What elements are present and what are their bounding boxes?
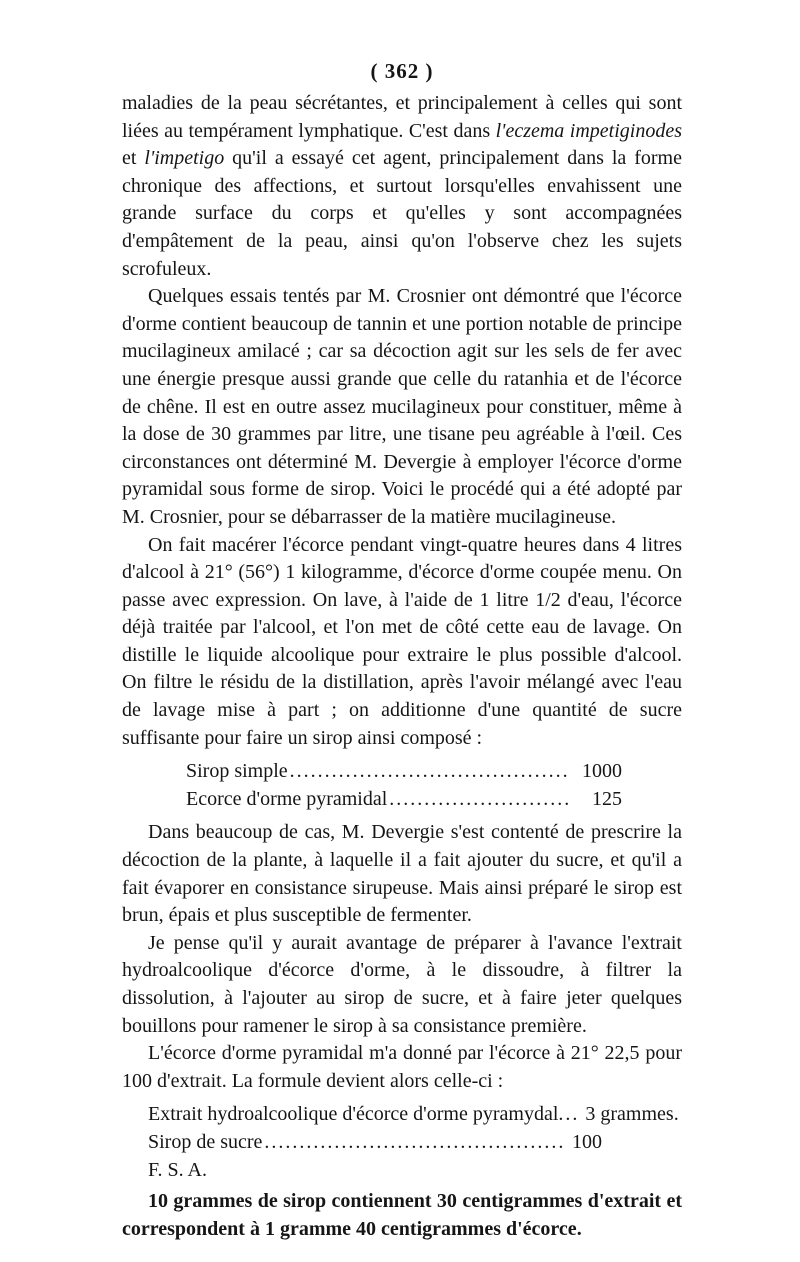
- para1-term-impetigo: l'impetigo: [144, 147, 225, 170]
- formula-quantity: 1000: [582, 760, 622, 783]
- paragraph-devergie: Dans beaucoup de cas, M. Devergie s'est contenté de prescrire la décoction de la plante, à laquelle il a fait ajouter du sucre, et qu'il a fait évaporer en consistance sirupeuse. Mais ainsi préparé le sirop est brun, épais et plus susceptible de fermenter.: [122, 821, 682, 927]
- formula-row: [186, 786, 622, 814]
- paragraph-continued: [122, 90, 682, 283]
- para1-term-eczema: l'eczema impetiginodes: [495, 119, 682, 142]
- para1-text-c: qu'il a essayé cet agent, principalement dans la forme chronique des affections, et surtout lorsqu'elles envahissent une grande surface du corps et qu'elles y sont accompagnées d'empâtement de la peau, ainsi qu'on l'observe chez les sujets scrofuleux.: [122, 147, 682, 280]
- formula-quantity: 125: [592, 787, 622, 810]
- paragraph-extract-advice: Je pense qu'il y aurait avantage de préparer à l'avance l'extrait hydroalcoolique d'écorce d'orme, à le dissoudre, à filtrer la dissolution, à l'ajouter au sirop de sucre, et à faire jeter quelques bouillons pour ramener le sirop à sa consistance première.: [122, 931, 682, 1037]
- dot-leader: [290, 758, 568, 786]
- formula-quantity: 100: [572, 1130, 602, 1153]
- formula-ingredient: Extrait hydroalcoolique d'écorce d'orme pyramydal.: [148, 1103, 564, 1126]
- dot-leader: [264, 1129, 566, 1157]
- paragraph-dosage: 10 grammes de sirop contiennent 30 centigrammes d'extrait et correspondent à 1 gramme 40 centigrammes d'écorce.: [122, 1190, 682, 1240]
- formula-ingredient: Sirop de sucre: [148, 1130, 263, 1153]
- para1-text-b: et: [122, 147, 145, 170]
- dot-leader: [565, 1101, 579, 1129]
- dot-leader: [389, 786, 568, 814]
- extract-formula: [148, 1101, 682, 1184]
- page-number: ( 362 ): [370, 59, 434, 83]
- formula-ingredient: Ecorce d'orme pyramidal: [186, 787, 388, 810]
- para1-text-a: maladies de la peau sécrétantes, et principalement à celles qui sont liées au tempérament lymphatique. C'est dans: [122, 92, 682, 142]
- formula-quantity: 3 grammes.: [585, 1103, 679, 1126]
- formula-ingredient: Sirop simple: [186, 760, 288, 783]
- syrup-formula: [186, 758, 622, 813]
- formula-row: [186, 758, 622, 786]
- paragraph-crosnier-essays: Quelques essais tentés par M. Crosnier ont démontré que l'écorce d'orme contient beaucoup de tannin et une portion notable de principe mucilagineux amilacé ; car sa décoction agit sur les sels de fer avec une énergie presque aussi grande que celle du ratanhia et de l'écorce de chêne. Il est en outre assez mucilagineux pour constituer, même à la dose de 30 grammes par litre, une tisane peu agréable à l'œil. Ces circonstances ont déterminé M. Devergie à employer l'écorce d'orme pyramidal sous forme de sirop. Voici le procédé qui a été adopté par M. Crosnier, pour se débarrasser de la matière mucilagineuse.: [122, 285, 682, 528]
- paragraph-yield: L'écorce d'orme pyramidal m'a donné par l'écorce à 21° 22,5 pour 100 d'extrait. La formule devient alors celle-ci :: [122, 1042, 682, 1092]
- fsa-abbreviation: F. S. A.: [148, 1158, 207, 1181]
- formula-row: [148, 1101, 682, 1129]
- formula-row: [148, 1129, 602, 1157]
- paragraph-procedure: On fait macérer l'écorce pendant vingt-quatre heures dans 4 litres d'alcool à 21° (56°) 1 kilogramme, d'écorce d'orme coupée menu. On passe avec expression. On lave, à l'aide de 1 litre 1/2 d'eau, l'écorce déjà traitée par l'alcool, et l'on met de côté cette eau de lavage. On distille le liquide alcoolique pour extraire le plus possible d'alcool. On filtre le résidu de la distillation, après l'avoir mélangé avec l'eau de lavage mise à part ; on additionne d'une quantité de sucre suffisante pour faire un sirop ainsi composé :: [122, 533, 682, 749]
